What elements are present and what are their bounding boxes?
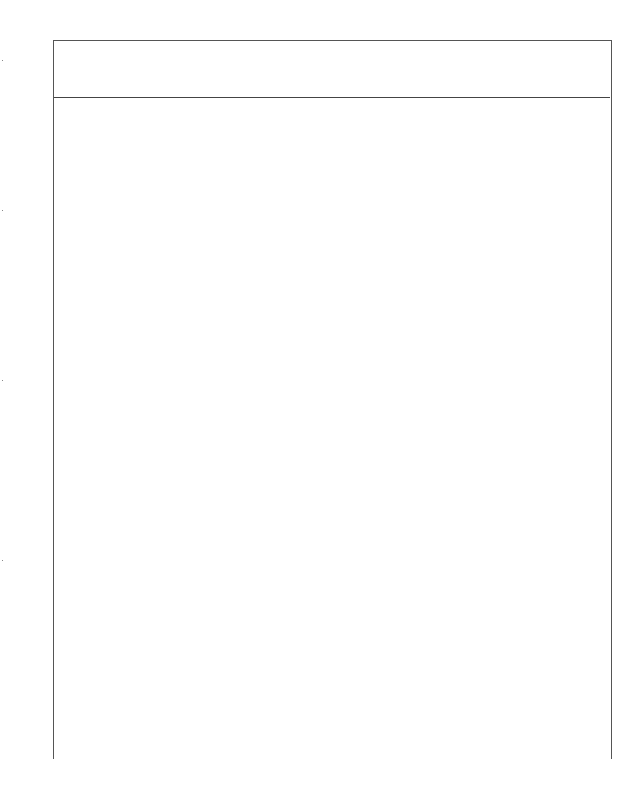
scan-mark	[2, 380, 3, 381]
scan-mark	[2, 560, 3, 561]
header-divider	[54, 97, 610, 98]
table-frame	[53, 40, 612, 759]
scan-mark	[2, 210, 3, 211]
scan-mark	[2, 60, 3, 61]
